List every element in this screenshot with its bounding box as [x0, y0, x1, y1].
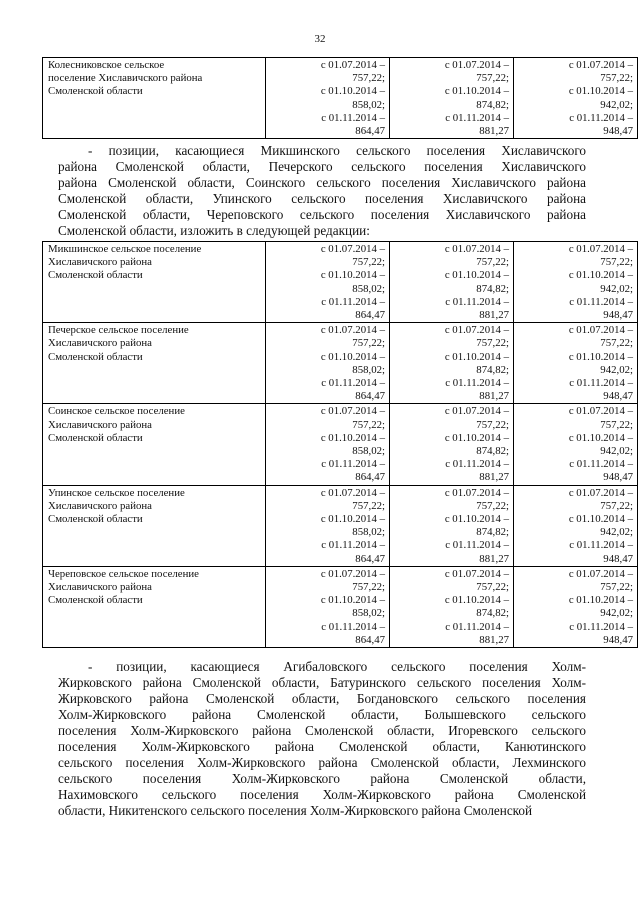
tariff-cell-col3	[514, 58, 638, 139]
settlement-name-line: Хиславичского района	[48, 256, 152, 269]
tariff-line: 948,47	[603, 309, 633, 322]
tariff-line: 757,22;	[352, 256, 385, 269]
tariff-line: с 01.11.2014 –	[321, 620, 385, 633]
tariff-line: с 01.10.2014 –	[568, 350, 633, 363]
tariff-line: с 01.11.2014 –	[569, 458, 633, 471]
table-row	[43, 323, 638, 404]
settlement-name-line: Смоленской области	[48, 594, 143, 607]
settlement-name-line: Хиславичского района	[48, 499, 152, 512]
tariff-line: 858,02;	[352, 363, 385, 376]
tariff-line: с 01.10.2014 –	[444, 269, 509, 282]
tariff-line: с 01.07.2014 –	[568, 59, 633, 71]
tariff-line: 757,22;	[600, 418, 633, 431]
tariff-line: с 01.10.2014 –	[444, 513, 509, 526]
settlement-name-line: Смоленской области	[48, 85, 143, 98]
tariff-line: 881,27	[479, 309, 509, 322]
tariff-line: с 01.07.2014 –	[444, 59, 509, 71]
page-number: 32	[314, 33, 326, 45]
settlement-name-cell	[43, 323, 266, 404]
tariff-line: 757,22;	[476, 256, 509, 269]
settlement-name-line: Смоленской области	[48, 350, 143, 363]
paragraph-line: Смоленской области, изложить в следующей редакции:	[58, 223, 370, 238]
tariff-cell-col2	[390, 404, 514, 485]
settlement-name-line: Печерское сельское поселение	[48, 324, 189, 337]
tariff-line: 942,02;	[600, 526, 633, 539]
settlement-name-line: Смоленской области	[48, 269, 143, 282]
tariff-line: с 01.11.2014 –	[321, 295, 385, 308]
tariff-line: с 01.07.2014 –	[568, 405, 633, 418]
tariff-table-1	[42, 57, 638, 139]
tariff-line: с 01.11.2014 –	[569, 111, 633, 124]
tariff-line: 942,02;	[600, 607, 633, 620]
tariff-line: с 01.07.2014 –	[444, 405, 509, 418]
paragraph-line: Нахимовского сельского поселения Холм-Жирковского района Смоленской	[58, 787, 586, 802]
tariff-line: 948,47	[603, 125, 633, 138]
tariff-line: с 01.11.2014 –	[445, 111, 509, 124]
tariff-line: с 01.10.2014 –	[568, 513, 633, 526]
tariff-line: 881,27	[479, 471, 509, 484]
tariff-line: с 01.11.2014 –	[445, 458, 509, 471]
table-row	[43, 485, 638, 566]
settlement-name-cell	[43, 242, 266, 323]
tariff-line: 757,22;	[600, 72, 633, 85]
tariff-line: 757,22;	[352, 499, 385, 512]
paragraph-line: Холм-Жирковского района Смоленской области, Болышевского сельского	[58, 707, 586, 722]
tariff-line: 757,22;	[600, 581, 633, 594]
tariff-cell-col3	[514, 242, 638, 323]
paragraph-line: Жирковского района Смоленской области, Богдановского сельского поселения	[58, 691, 586, 706]
tariff-line: 757,22;	[476, 72, 509, 85]
table-row	[43, 404, 638, 485]
tariff-line: с 01.07.2014 –	[320, 486, 385, 499]
tariff-line: 858,02;	[352, 445, 385, 458]
tariff-line: с 01.07.2014 –	[568, 486, 633, 499]
settlement-name-line: Хиславичского района	[48, 418, 152, 431]
tariff-line: 757,22;	[352, 72, 385, 85]
settlement-name-line: Колесниковское сельское	[48, 59, 165, 71]
tariff-line: 858,02;	[352, 98, 385, 111]
tariff-line: с 01.10.2014 –	[568, 85, 633, 98]
tariff-line: 864,47	[355, 552, 385, 565]
tariff-line: 874,82;	[476, 607, 509, 620]
paragraph-line: поселения Холм-Жирковского района Смоленской области, Канютинского	[58, 739, 586, 754]
paragraph-positions-kholm-zhirkovsky	[58, 659, 586, 819]
tariff-line: 881,27	[479, 552, 509, 565]
tariff-line: 881,27	[479, 125, 509, 138]
tariff-line: 881,27	[479, 390, 509, 403]
tariff-line: 948,47	[603, 552, 633, 565]
tariff-line: с 01.10.2014 –	[320, 350, 385, 363]
tariff-line: 874,82;	[476, 98, 509, 111]
paragraph-line: района Смоленской области, Печерского сельского поселения Хиславичского	[58, 159, 586, 174]
tariff-line: 757,22;	[352, 581, 385, 594]
tariff-line: 757,22;	[476, 499, 509, 512]
tariff-line: с 01.07.2014 –	[320, 405, 385, 418]
tariff-cell-col2	[390, 323, 514, 404]
tariff-line: с 01.11.2014 –	[445, 377, 509, 390]
tariff-line: с 01.11.2014 –	[569, 377, 633, 390]
tariff-line: 874,82;	[476, 526, 509, 539]
tariff-cell-col1	[266, 566, 390, 647]
table-row	[43, 566, 638, 647]
tariff-cell-col1	[266, 242, 390, 323]
tariff-line: 864,47	[355, 471, 385, 484]
settlement-name-cell	[43, 404, 266, 485]
tariff-cell-col3	[514, 485, 638, 566]
table-row	[43, 242, 638, 323]
tariff-line: с 01.11.2014 –	[445, 539, 509, 552]
tariff-cell-col2	[390, 485, 514, 566]
paragraph-line: Смоленской области, Упинского сельского поселения Хиславичского района	[58, 191, 586, 206]
tariff-line: 864,47	[355, 390, 385, 403]
tariff-line: 858,02;	[352, 526, 385, 539]
tariff-line: с 01.10.2014 –	[320, 269, 385, 282]
tariff-line: с 01.07.2014 –	[320, 567, 385, 580]
tariff-cell-col3	[514, 323, 638, 404]
tariff-line: с 01.11.2014 –	[569, 295, 633, 308]
tariff-line: с 01.07.2014 –	[444, 324, 509, 337]
settlement-name-line: Смоленской области	[48, 513, 143, 526]
settlement-name-line: Смоленской области	[48, 431, 143, 444]
tariff-line: 874,82;	[476, 282, 509, 295]
tariff-line: с 01.11.2014 –	[569, 620, 633, 633]
tariff-line: с 01.10.2014 –	[568, 594, 633, 607]
tariff-line: с 01.11.2014 –	[445, 620, 509, 633]
tariff-line: 948,47	[603, 390, 633, 403]
tariff-line: 864,47	[355, 633, 385, 646]
tariff-line: 757,22;	[600, 499, 633, 512]
tariff-cell-col1	[266, 323, 390, 404]
tariff-line: 942,02;	[600, 363, 633, 376]
tariff-cell-col1	[266, 58, 390, 139]
tariff-line: с 01.07.2014 –	[568, 567, 633, 580]
paragraph-line: поселения Холм-Жирковского района Смоленской области, Игоревского сельского	[58, 723, 586, 738]
tariff-line: 874,82;	[476, 363, 509, 376]
tariff-line: с 01.07.2014 –	[320, 324, 385, 337]
tariff-line: 864,47	[355, 125, 385, 138]
paragraph-line: сельского поселения Холм-Жирковского района Смоленской области, Лехминского	[58, 755, 586, 770]
tariff-line: с 01.11.2014 –	[321, 111, 385, 124]
table-row	[43, 58, 638, 139]
paragraph-positions-khislavichi	[58, 143, 586, 239]
tariff-cell-col2	[390, 242, 514, 323]
tariff-line: 858,02;	[352, 282, 385, 295]
tariff-cell-col3	[514, 404, 638, 485]
tariff-line: с 01.07.2014 –	[320, 243, 385, 255]
tariff-line: 757,22;	[352, 337, 385, 350]
paragraph-line: сельского поселения Холм-Жирковского района Смоленской области,	[58, 771, 586, 786]
tariff-line: 757,22;	[476, 337, 509, 350]
tariff-line: с 01.10.2014 –	[320, 85, 385, 98]
tariff-line: 757,22;	[476, 581, 509, 594]
tariff-line: с 01.10.2014 –	[444, 594, 509, 607]
tariff-line: с 01.10.2014 –	[444, 431, 509, 444]
tariff-line: с 01.11.2014 –	[321, 377, 385, 390]
tariff-line: 757,22;	[476, 418, 509, 431]
tariff-line: 757,22;	[600, 256, 633, 269]
tariff-line: 757,22;	[600, 337, 633, 350]
paragraph-line: области, Никитенского сельского поселения Холм-Жирковского района Смоленской	[58, 803, 533, 818]
tariff-line: 874,82;	[476, 445, 509, 458]
settlement-name-cell	[43, 566, 266, 647]
tariff-line: с 01.07.2014 –	[320, 59, 385, 71]
settlement-name-line: Хиславичского района	[48, 581, 152, 594]
tariff-line: с 01.10.2014 –	[320, 431, 385, 444]
tariff-line: с 01.10.2014 –	[320, 513, 385, 526]
tariff-line: 942,02;	[600, 282, 633, 295]
tariff-cell-col3	[514, 566, 638, 647]
tariff-line: с 01.10.2014 –	[568, 431, 633, 444]
tariff-table-2	[42, 241, 638, 648]
tariff-line: с 01.11.2014 –	[321, 539, 385, 552]
tariff-line: 942,02;	[600, 445, 633, 458]
settlement-name-cell	[43, 58, 266, 139]
paragraph-line: Жирковского района Смоленской области, Батуринского сельского поселения Холм-	[58, 675, 586, 690]
paragraph-line: Смоленской области, Череповского сельского поселения Хиславичского района	[58, 207, 586, 222]
tariff-cell-col1	[266, 404, 390, 485]
tariff-line: 881,27	[479, 633, 509, 646]
tariff-line: с 01.11.2014 –	[445, 295, 509, 308]
tariff-line: 864,47	[355, 309, 385, 322]
paragraph-line: района Смоленской области, Соинского сельского поселения Хиславичского района	[58, 175, 586, 190]
paragraph-line: - позиции, касающиеся Микшинского сельского поселения Хиславичского	[88, 143, 586, 158]
tariff-cell-col2	[390, 566, 514, 647]
tariff-line: 948,47	[603, 633, 633, 646]
tariff-line: 942,02;	[600, 98, 633, 111]
tariff-line: 948,47	[603, 471, 633, 484]
tariff-cell-col1	[266, 485, 390, 566]
settlement-name-line: Череповское сельское поселение	[48, 567, 199, 580]
settlement-name-cell	[43, 485, 266, 566]
tariff-line: с 01.07.2014 –	[444, 567, 509, 580]
tariff-line: с 01.07.2014 –	[444, 243, 509, 255]
tariff-cell-col2	[390, 58, 514, 139]
tariff-line: с 01.07.2014 –	[568, 324, 633, 337]
settlement-name-line: Хиславичского района	[48, 337, 152, 350]
settlement-name-line: Упинское сельское поселение	[48, 486, 185, 499]
tariff-line: с 01.10.2014 –	[444, 85, 509, 98]
tariff-line: с 01.10.2014 –	[568, 269, 633, 282]
tariff-line: с 01.10.2014 –	[444, 350, 509, 363]
settlement-name-line: поселение Хиславичского района	[48, 72, 203, 85]
tariff-line: с 01.07.2014 –	[444, 486, 509, 499]
tariff-line: с 01.11.2014 –	[569, 539, 633, 552]
tariff-line: 757,22;	[352, 418, 385, 431]
tariff-line: с 01.11.2014 –	[321, 458, 385, 471]
tariff-line: с 01.07.2014 –	[568, 243, 633, 255]
tariff-line: с 01.10.2014 –	[320, 594, 385, 607]
settlement-name-line: Соинское сельское поселение	[48, 405, 185, 418]
paragraph-line: - позиции, касающиеся Агибаловского сельского поселения Холм-	[88, 659, 586, 674]
tariff-line: 858,02;	[352, 607, 385, 620]
settlement-name-line: Микшинское сельское поселение	[48, 243, 202, 255]
